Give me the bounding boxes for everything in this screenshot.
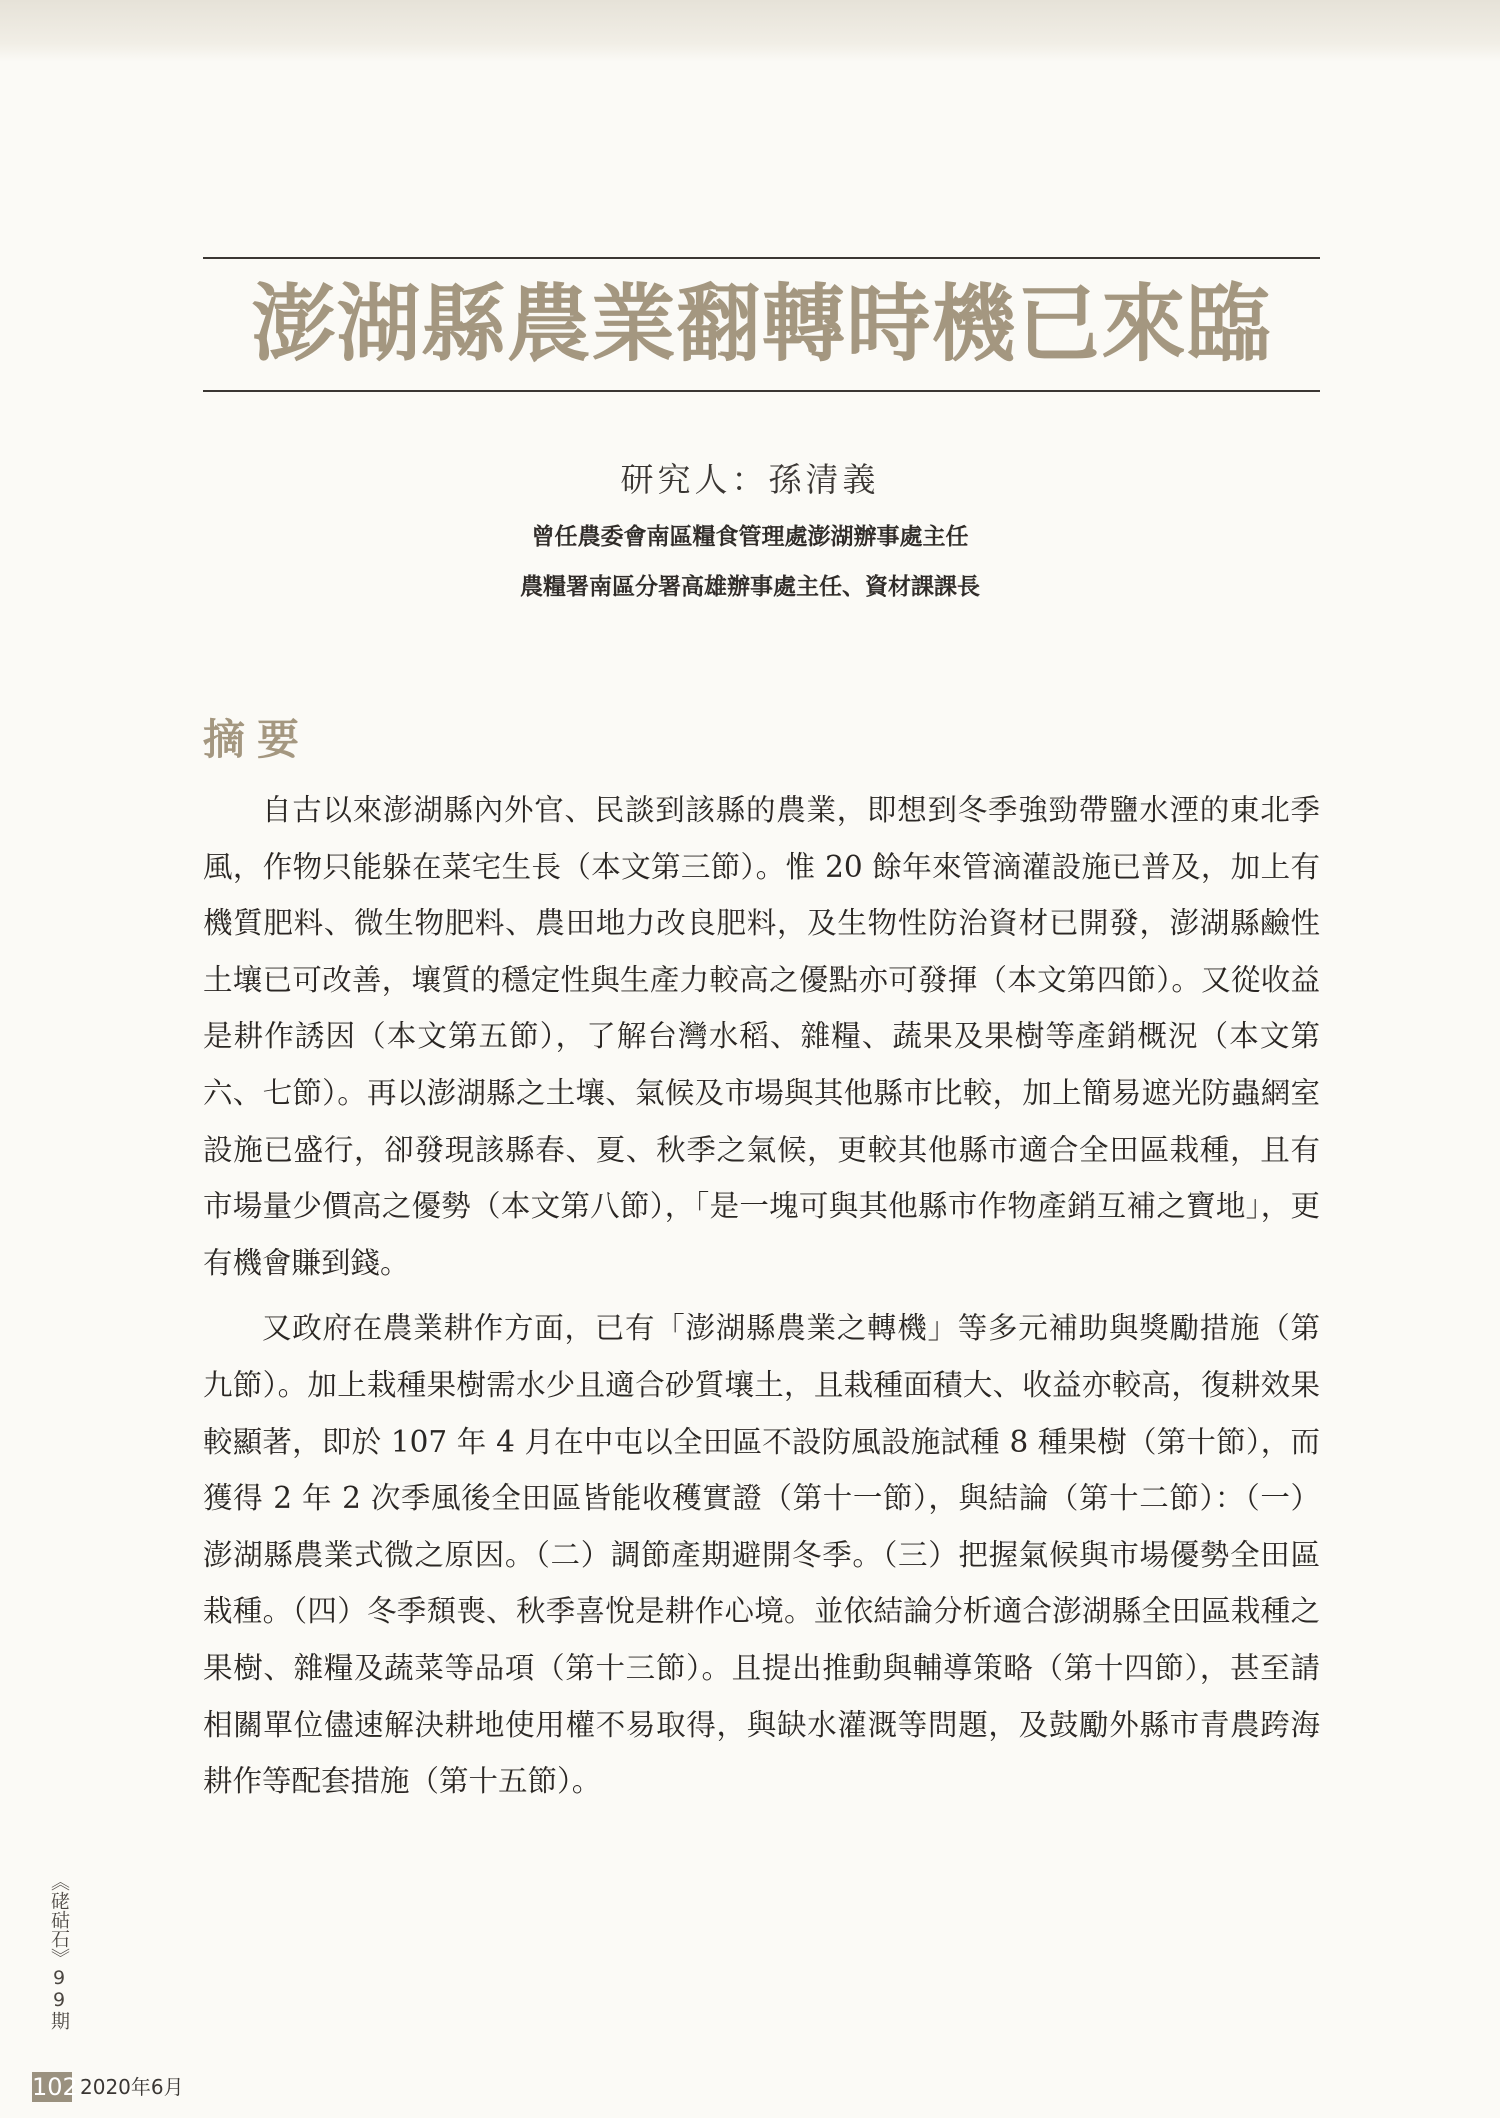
page-number: 102 (32, 2073, 78, 2101)
abstract-paragraph-2: 又政府在農業耕作方面，已有「澎湖縣農業之轉機」等多元補助與獎勵措施（第九節）。加上栽種果樹需水少且適合砂質壤土，且栽種面積大、收益亦較高，復耕效果較顯著，即於 107 年 4 月在中屯以全田區不設防風設施試種 8 種果樹（第十節），而獲得 2 年 2 次季風後全田區皆能收穫實證（第十一節），與結論（第十二節）：（一）澎湖縣農業式微之原因。（二）調節產期避開冬季。（三）把握氣候與市場優勢全田區栽種。（四）冬季頹喪、秋季喜悅是耕作心境。並依結論分析適合澎湖縣全田區栽種之果樹、雜糧及蔬菜等品項（第十三節）。且提出推動與輔導策略（第十四節），甚至請相關單位儘速解決耕地使用權不易取得，與缺水灌溉等問題，及鼓勵外縣市青農跨海耕作等配套措施（第十五節）。 (203, 1311, 1320, 1799)
journal-issue-label: 《硓𥑮石》99期 (48, 1872, 70, 2030)
author-line: 研究人：孫清義 (620, 460, 880, 499)
title-bottom-rule (203, 390, 1320, 392)
issue-date: 2020年6月 (80, 2075, 184, 2099)
scan-edge-shadow (0, 0, 1500, 62)
abstract-body (203, 782, 1320, 1819)
title-top-rule (203, 257, 1320, 259)
abstract-paragraph-1: 自古以來澎湖縣內外官、民談到該縣的農業，即想到冬季強勁帶鹽水湮的東北季風，作物只能躲在菜宅生長（本文第三節）。惟 20 餘年來管滴灌設施已普及，加上有機質肥料、微生物肥料、農田地力改良肥料，及生物性防治資材已開發，澎湖縣鹼性土壤已可改善，壤質的穩定性與生產力較高之優點亦可發揮（本文第四節）。又從收益是耕作誘因（本文第五節），了解台灣水稻、雜糧、蔬果及果樹等產銷概況（本文第六、七節）。再以澎湖縣之土壤、氣候及市場與其他縣市比較，加上簡易遮光防蟲網室設施已盛行，卻發現該縣春、夏、秋季之氣候，更較其他縣市適合全田區栽種，且有市場量少價高之優勢（本文第八節），「是一塊可與其他縣市作物產銷互補之寶地」，更有機會賺到錢。 (203, 793, 1320, 1280)
author-affiliation-1: 曾任農委會南區糧食管理處澎湖辦事處主任 (531, 524, 969, 550)
article-title: 澎湖縣農業翻轉時機已來臨 (251, 274, 1272, 373)
abstract-heading: 摘要 (203, 715, 312, 764)
author-affiliation-2: 農糧署南區分署高雄辦事處主任、資材課課長 (520, 574, 980, 600)
